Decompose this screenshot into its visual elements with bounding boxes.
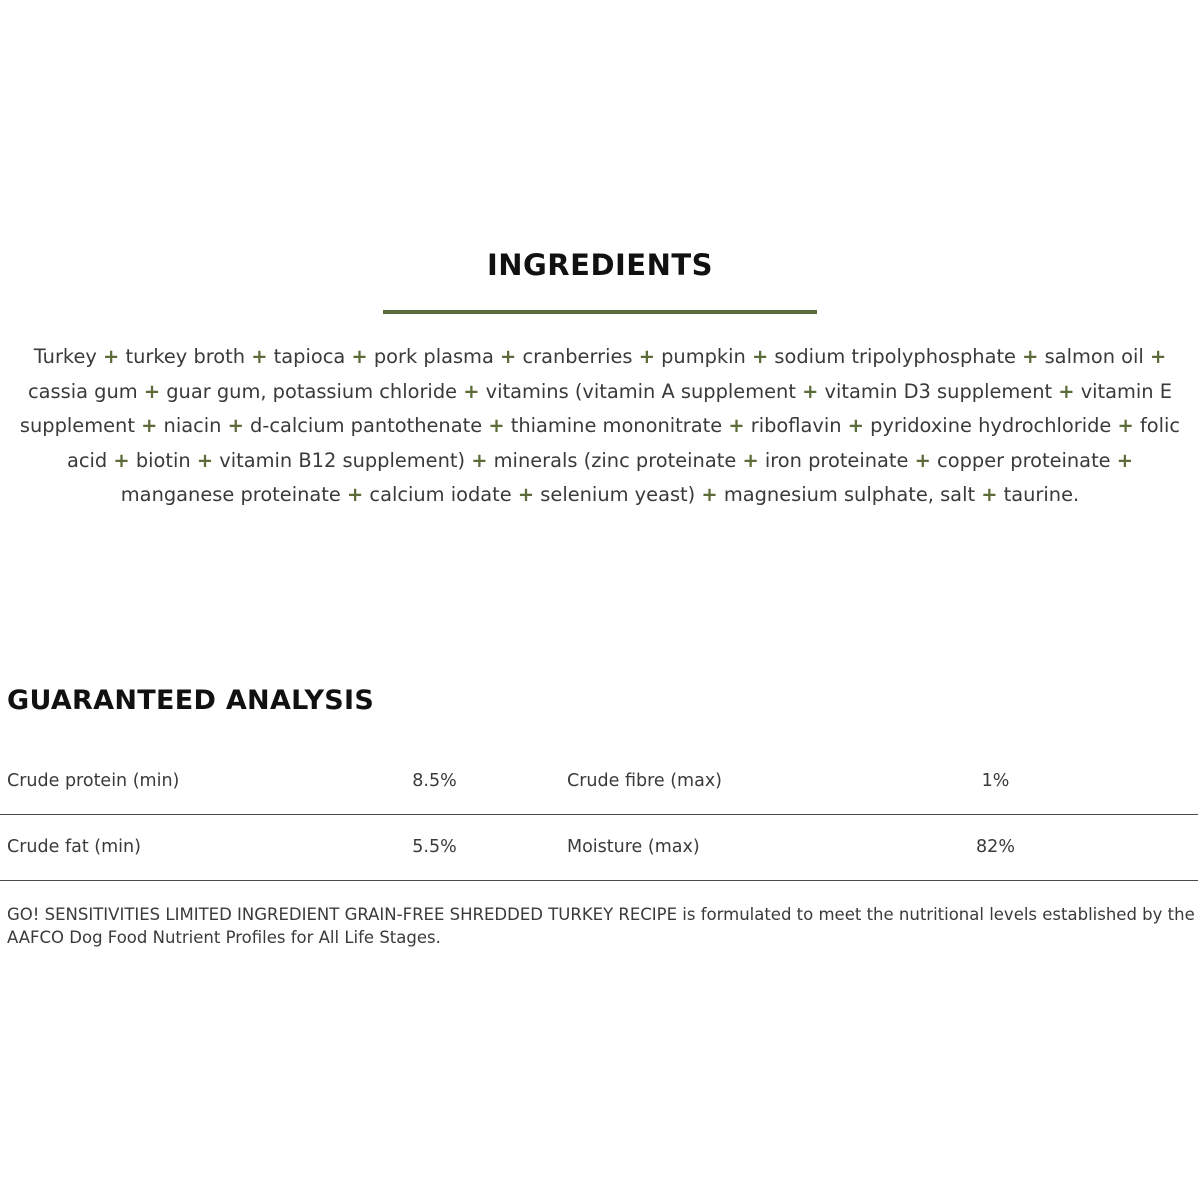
plus-separator: + xyxy=(196,448,214,472)
plus-separator: + xyxy=(751,345,769,368)
guaranteed-analysis-heading: GUARANTEED ANALYSIS xyxy=(7,685,375,716)
plus-separator: + xyxy=(500,345,517,368)
plus-separator: + xyxy=(113,448,130,472)
plus-separator: + xyxy=(701,483,718,506)
ingredient-item: selenium yeast) xyxy=(540,483,696,506)
plus-separator: + xyxy=(141,414,158,437)
ingredient-item: cranberries xyxy=(522,345,633,368)
plus-separator: + xyxy=(251,345,268,368)
ingredient-item: salmon oil xyxy=(1044,345,1144,368)
plus-separator: + xyxy=(143,379,161,403)
ingredient-item: copper proteinate xyxy=(937,448,1111,472)
ingredient-item: guar gum, potassium chloride xyxy=(166,379,458,403)
ingredient-item: niacin xyxy=(163,414,222,437)
ingredient-item: vitamin D3 supplement xyxy=(824,379,1053,403)
analysis-label: Crude protein (min) xyxy=(7,770,180,791)
ingredient-item: pork plasma xyxy=(373,345,494,368)
ingredient-item: sodium tripolyphosphate xyxy=(774,345,1016,368)
plus-separator: + xyxy=(742,448,759,472)
analysis-value: 1% xyxy=(981,770,1010,791)
plus-separator: + xyxy=(463,379,480,403)
plus-separator: + xyxy=(1022,345,1039,368)
ingredient-item: taurine. xyxy=(1003,483,1080,506)
analysis-value: 82% xyxy=(976,837,1015,857)
plus-separator: + xyxy=(638,345,655,368)
plus-separator: + xyxy=(802,379,819,403)
plus-separator: + xyxy=(1058,379,1075,403)
plus-separator: + xyxy=(728,414,745,437)
ingredient-item: Turkey xyxy=(33,345,97,368)
analysis-value: 5.5% xyxy=(412,837,457,857)
plus-separator: + xyxy=(103,345,120,368)
ingredients-list xyxy=(12,340,1188,513)
plus-separator: + xyxy=(1149,345,1167,368)
plus-separator: + xyxy=(227,414,244,437)
aafco-statement: GO! SENSITIVITIES LIMITED INGREDIENT GRAIN-FREE SHREDDED TURKEY RECIPE is formulated to meet the nutritional levels established by the AAFCO Dog Food Nutrient Profiles for All Life Stages. xyxy=(7,905,1195,947)
plus-separator: + xyxy=(471,448,488,472)
plus-separator: + xyxy=(847,414,864,437)
plus-separator: + xyxy=(914,448,931,472)
plus-separator: + xyxy=(488,414,505,437)
ingredient-item: manganese proteinate xyxy=(120,483,341,506)
analysis-label: Crude fibre (max) xyxy=(567,770,722,791)
analysis-row xyxy=(0,748,1198,814)
ingredient-item: folic acid xyxy=(66,414,1181,472)
ingredients-heading: INGREDIENTS xyxy=(486,248,714,282)
analysis-row xyxy=(0,814,1198,880)
ingredient-item: tapioca xyxy=(273,345,346,368)
ingredient-item: magnesium sulphate, salt xyxy=(723,483,976,506)
guaranteed-analysis-table xyxy=(0,748,1198,881)
plus-separator: + xyxy=(346,483,364,506)
ingredients-heading-underline xyxy=(383,310,817,314)
ingredient-item: calcium iodate xyxy=(369,483,512,506)
analysis-label: Moisture (max) xyxy=(567,837,700,857)
analysis-value: 8.5% xyxy=(412,770,457,791)
plus-separator: + xyxy=(1116,448,1134,472)
ingredient-item: vitamin B12 supplement) xyxy=(219,448,466,472)
plus-separator: + xyxy=(351,345,368,368)
ingredient-item: biotin xyxy=(135,448,191,472)
ingredient-item: riboflavin xyxy=(750,414,842,437)
ingredient-item: pumpkin xyxy=(661,345,746,368)
ingredient-item: pyridoxine hydrochloride xyxy=(870,414,1112,437)
plus-separator: + xyxy=(1117,414,1134,437)
ingredient-item: minerals (zinc proteinate xyxy=(493,448,737,472)
ingredient-item: iron proteinate xyxy=(764,448,909,472)
ingredient-item: d-calcium pantothenate xyxy=(250,414,483,437)
ingredient-item: thiamine mononitrate xyxy=(510,414,723,437)
plus-separator: + xyxy=(981,483,998,506)
ingredient-item: vitamins (vitamin A supplement xyxy=(485,379,796,403)
analysis-label: Crude fat (min) xyxy=(7,837,141,857)
plus-separator: + xyxy=(517,483,535,506)
ingredient-item: cassia gum xyxy=(27,379,138,403)
ingredient-item: turkey broth xyxy=(125,345,246,368)
ingredient-item: vitamin E supplement xyxy=(19,379,1173,437)
